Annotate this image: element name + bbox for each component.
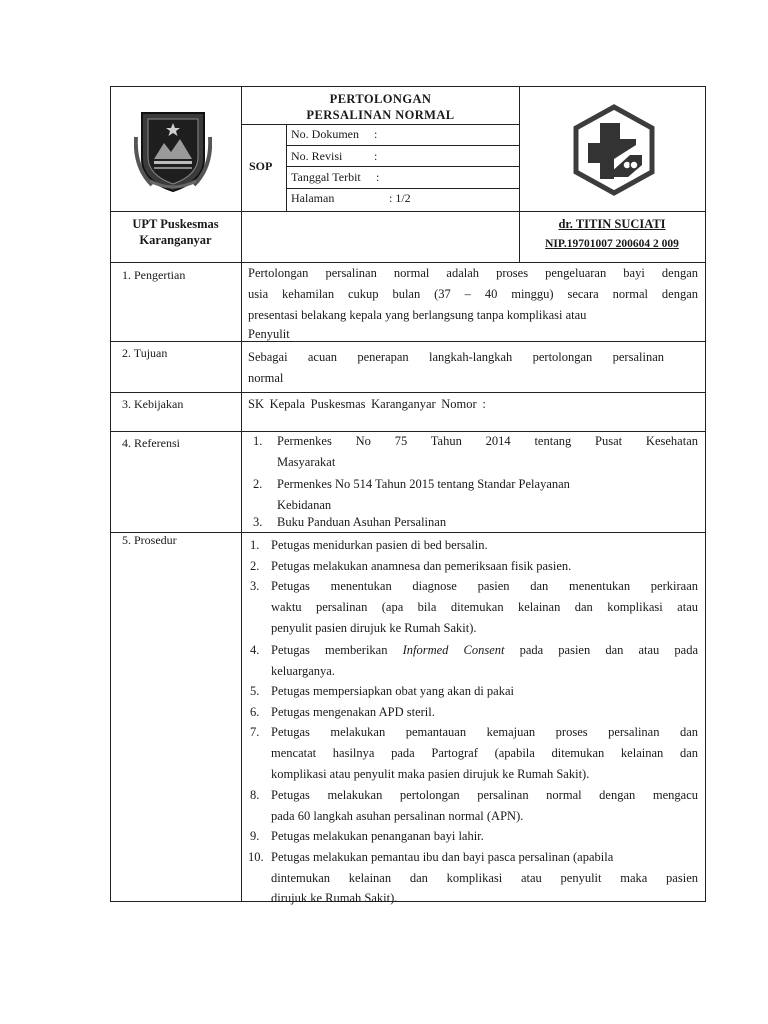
prosedur-item-7-line-2: mencatat hasilnya pada Partograf (apabila ditemukan kelainan dan [271,746,698,760]
prosedur-item-2 [271,556,698,577]
pengertian-line-1: Pertolongan persalinan normal adalah proses pengeluaran bayi dengan [248,266,698,280]
referensi-item-2-line-2: Kebidanan [277,498,332,512]
referensi-num-1: 1. [253,434,263,448]
section-line-3 [110,392,706,393]
prosedur-item-10-line-2: dintemukan kelainan dan komplikasi atau penyulit maka pasien [271,871,698,885]
prosedur-item-10-line-3: dirujuk ke Rumah Sakit). [271,891,398,905]
field-line-3 [286,188,520,189]
referensi-item-2-line-1: Permenkes No 514 Tahun 2015 tentang Standar Pelayanan [277,477,570,491]
referensi-item-1-line-1: Permenkes No 75 Tahun 2014 tentang Pusat Kesehatan [277,434,698,448]
pengertian-line-3: presentasi belakang kepala yang berlangsung tanpa komplikasi atau [248,308,587,322]
prosedur-item-8 [271,785,698,827]
prosedur-item-2-line-1: Petugas melakukan anamnesa dan pemeriksaan fisik pasien. [271,559,572,573]
prosedur-item-9-line-1: Petugas melakukan penanganan bayi lahir. [271,829,484,843]
pengertian-text [248,263,698,342]
sop-label: SOP [249,159,273,173]
field-no-revisi-value: : [374,149,378,163]
field-no-dokumen-value: : [374,127,378,141]
prosedur-num-4: 4. [250,643,260,657]
prosedur-item-4-line-2: keluarganya. [271,664,335,678]
border-right [705,86,706,902]
header-bottom-line [110,211,706,212]
prosedur-item-3-line-3: penyulit pasien dirujuk ke Rumah Sakit). [271,621,477,635]
field-line-2 [286,166,520,167]
border-left [110,86,111,902]
referensi-item-3: Buku Panduan Asuhan Persalinan [277,515,447,529]
section-label-prosedur: 5. Prosedur [122,533,177,547]
org-name-line2: Karanganyar [139,233,212,247]
section-label-kebijakan: 3. Kebijakan [122,397,184,411]
prosedur-item-3 [271,576,698,639]
pengertian-line-2: usia kehamilan cukup bulan (37 – 40 minggu) secara normal dengan [248,287,698,301]
prosedur-item-9 [271,826,698,847]
prosedur-item-7-line-1: Petugas melakukan pemantauan kemajuan proses persalinan dan [271,725,698,739]
signer-name: dr. TITIN SUCIATI [558,217,666,231]
kebijakan-text: SK Kepala Puskesmas Karanganyar Nomor : [248,397,486,411]
prosedur-num-6: 6. [250,705,260,719]
prosedur-num-7: 7. [250,725,260,739]
prosedur-item-7 [271,722,698,785]
field-line-1 [286,145,520,146]
org-name-line1: UPT Puskesmas [132,217,219,231]
section-label-referensi: 4. Referensi [122,436,180,450]
border-top [110,86,706,87]
prosedur-item-1 [271,535,698,556]
tujuan-line-2: normal [248,371,284,385]
prosedur-item-8-line-2: pada 60 langkah asuhan persalinan normal (APN). [271,809,524,823]
header-divider-left [241,86,242,902]
prosedur-num-3: 3. [250,579,260,593]
sop-label-divider [286,124,287,212]
prosedur-num-5: 5. [250,684,260,698]
section-line-5 [110,532,706,533]
field-no-dokumen-label: No. Dokumen [291,127,359,141]
field-tanggal-terbit-label: Tanggal Terbit [291,170,361,184]
field-halaman-label: Halaman [291,191,335,205]
prosedur-num-10: 10. [248,850,264,864]
prosedur-item-4-post: pada pasien dan atau pada [519,643,698,657]
section-label-tujuan: 2. Tujuan [122,346,168,360]
prosedur-item-5-line-1: Petugas mempersiapkan obat yang akan di pakai [271,684,514,698]
prosedur-item-6-line-1: Petugas mengenakan APD steril. [271,705,435,719]
prosedur-item-8-line-1: Petugas melakukan pertolongan persalinan normal dengan mengacu [271,788,698,802]
prosedur-item-6 [271,702,698,723]
tujuan-text [248,347,664,389]
field-no-revisi-label: No. Revisi [291,149,343,163]
document-title-line2: PERSALINAN NORMAL [306,108,455,122]
prosedur-num-9: 9. [250,829,260,843]
prosedur-num-1: 1. [250,538,260,552]
puskesmas-logo [570,103,658,197]
prosedur-item-7-line-3: komplikasi atau penyulit maka pasien dirujuk ke Rumah Sakit). [271,767,590,781]
prosedur-item-4-line-1 [271,640,698,661]
section-label-pengertian: 1. Pengertian [122,268,186,282]
referensi-item-1 [277,431,698,473]
regency-emblem-logo [134,107,212,193]
prosedur-item-4-pre: Petugas memberikan [271,643,388,657]
prosedur-num-2: 2. [250,559,260,573]
prosedur-item-3-line-1: Petugas menentukan diagnose pasien dan menentukan perkiraan [271,579,698,593]
pengertian-line-4: Penyulit [248,327,290,341]
prosedur-item-10 [271,847,698,907]
prosedur-item-1-line-1: Petugas menidurkan pasien di bed bersalin. [271,538,488,552]
field-halaman-value: : 1/2 [389,191,411,205]
informed-consent-term: Informed Consent [402,643,505,657]
prosedur-item-5 [271,681,698,702]
document-title-line1: PERTOLONGAN [329,92,432,106]
field-tanggal-terbit-value: : [376,170,380,184]
prosedur-num-8: 8. [250,788,260,802]
prosedur-item-3-line-2: waktu persalinan (apa bila ditemukan kelainan dan komplikasi atau [271,600,698,614]
tujuan-line-1: Sebagai acuan penerapan langkah-langkah pertolongan persalinan [248,350,664,364]
referensi-num-3: 3. [253,515,263,529]
referensi-item-1-line-2: Masyarakat [277,455,336,469]
prosedur-item-4 [271,640,698,682]
referensi-num-2: 2. [253,477,263,491]
title-bottom-line [241,124,520,125]
prosedur-item-10-line-1: Petugas melakukan pemantau ibu dan bayi pasca persalinan (apabila [271,850,614,864]
signer-nip: NIP.19701007 200604 2 009 [545,238,679,250]
referensi-item-2 [277,474,698,516]
